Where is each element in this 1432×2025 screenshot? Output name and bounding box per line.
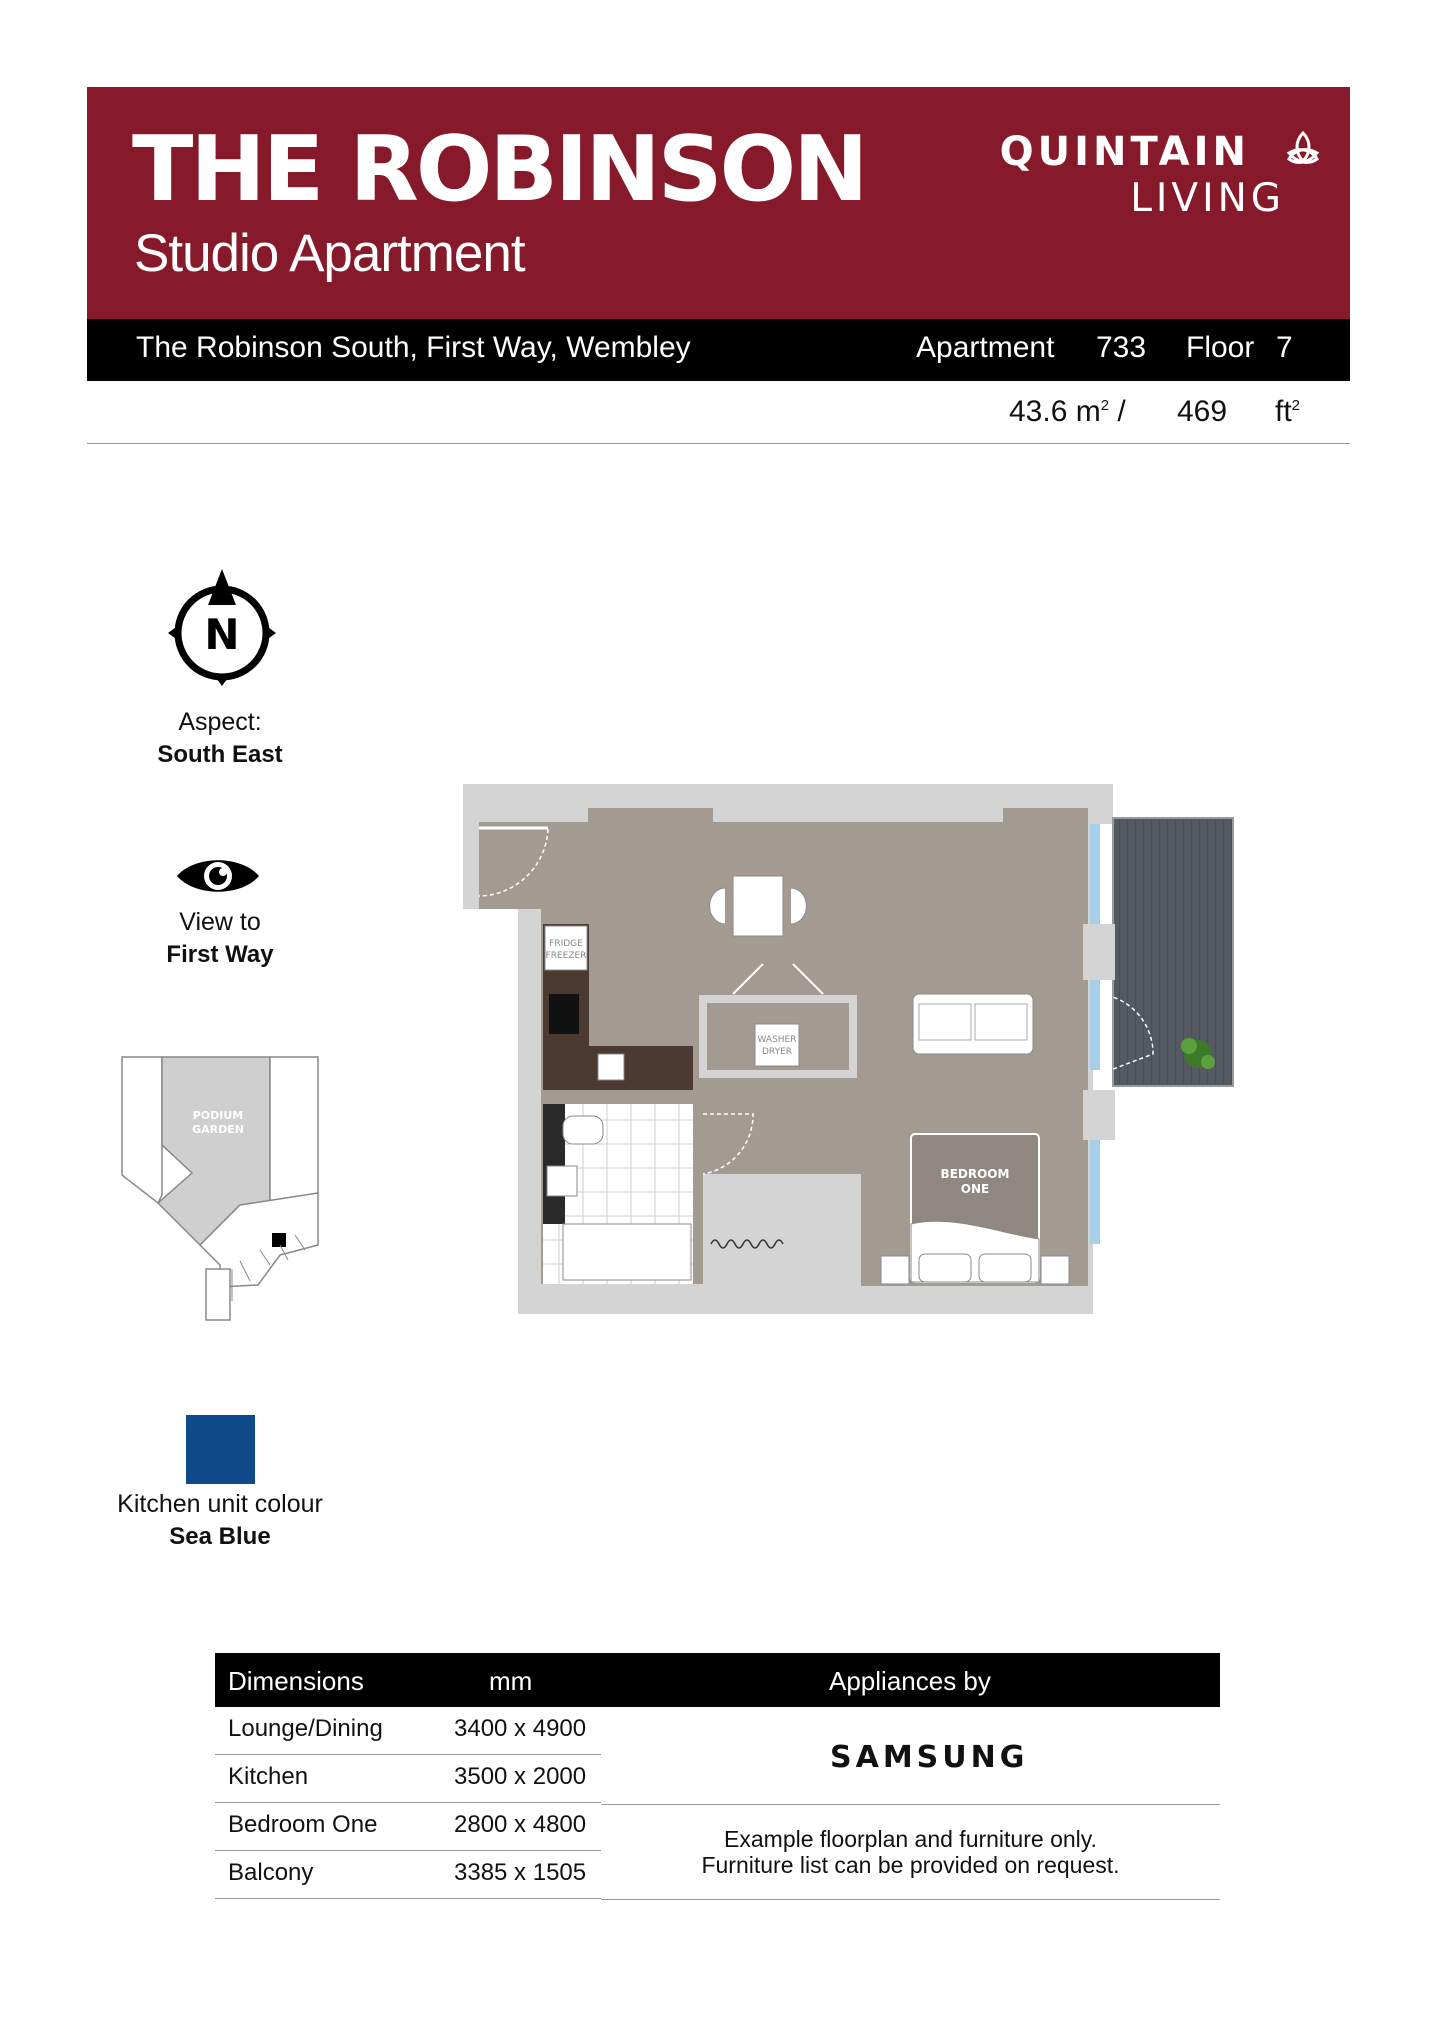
note-line1: Example floorplan and furniture only. <box>724 1826 1097 1852</box>
info-bar <box>87 319 1350 381</box>
page-subtitle: Studio Apartment <box>134 224 525 283</box>
dimensions-col-label: Dimensions <box>228 1666 364 1696</box>
area-m2: 43.6 $m^2$ / <box>1009 395 1126 428</box>
kitchen-colour-label: Kitchen unit colour <box>117 1490 323 1518</box>
eye-icon <box>175 853 261 899</box>
floor-label: Floor <box>1186 331 1255 364</box>
room-size: 3500 x 2000 <box>454 1763 587 1790</box>
apartment-number: 733 <box>1096 331 1147 364</box>
logo-line1: QUINTAIN <box>999 129 1250 175</box>
header-banner <box>87 87 1350 319</box>
area-ft2-unit: $ft^2$ <box>1275 395 1301 428</box>
apartment-label: Apartment <box>916 331 1055 364</box>
svg-text:BEDROOM: BEDROOM <box>940 1167 1010 1181</box>
table-row <box>215 1851 601 1899</box>
compass-icon <box>165 565 280 690</box>
area-ft2-value: 469 <box>1177 395 1228 428</box>
table-row <box>215 1803 601 1851</box>
view-value: First Way <box>166 940 274 968</box>
floor-number: 7 <box>1276 331 1293 364</box>
room-size: 2800 x 4800 <box>454 1811 587 1838</box>
divider <box>87 443 1350 444</box>
aspect-value: South East <box>157 740 283 768</box>
note-line2: Furniture list can be provided on request. <box>701 1852 1120 1879</box>
mm-col-label: mm <box>489 1666 533 1696</box>
samsung-logo: SAMSUNG <box>830 1740 1029 1775</box>
aspect-block <box>90 706 350 770</box>
logo-line2: LIVING <box>1130 176 1285 221</box>
podium-garden-label: PODIUM GARDEN <box>192 1109 244 1136</box>
page-title: THE ROBINSON <box>132 117 866 222</box>
svg-text:WASHER: WASHER <box>757 1035 797 1045</box>
trefoil-icon <box>1281 127 1325 171</box>
svg-text:DRYER: DRYER <box>761 1047 793 1057</box>
svg-text:FRIDGE: FRIDGE <box>549 939 583 949</box>
aspect-label: Aspect: <box>178 708 262 736</box>
quintain-logo <box>985 127 1285 221</box>
view-label: View to <box>179 908 261 936</box>
compass-letter: N <box>204 610 240 659</box>
dimensions-header <box>215 1653 1220 1707</box>
site-plan <box>120 1055 320 1325</box>
view-block <box>90 906 350 970</box>
disclaimer-note <box>601 1826 1220 1879</box>
floor-plan <box>463 784 1238 1314</box>
room-name: Balcony <box>228 1859 314 1886</box>
table-row <box>215 1755 601 1803</box>
divider <box>601 1804 1220 1805</box>
kitchen-colour-swatch <box>186 1415 255 1484</box>
kitchen-colour-value: Sea Blue <box>169 1522 271 1550</box>
table-row <box>215 1707 601 1755</box>
svg-text:FREEZER: FREEZER <box>545 951 587 961</box>
room-size: 3400 x 4900 <box>454 1715 587 1742</box>
room-name: Bedroom One <box>228 1811 378 1838</box>
room-name: Kitchen <box>228 1763 309 1790</box>
appliances-col-label: Appliances by <box>829 1666 991 1696</box>
kitchen-colour-block <box>90 1488 350 1552</box>
room-name: Lounge/Dining <box>228 1715 383 1742</box>
address: The Robinson South, First Way, Wembley <box>136 331 691 364</box>
room-size: 3385 x 1505 <box>454 1859 587 1886</box>
svg-text:ONE: ONE <box>960 1182 990 1196</box>
divider <box>601 1899 1220 1900</box>
